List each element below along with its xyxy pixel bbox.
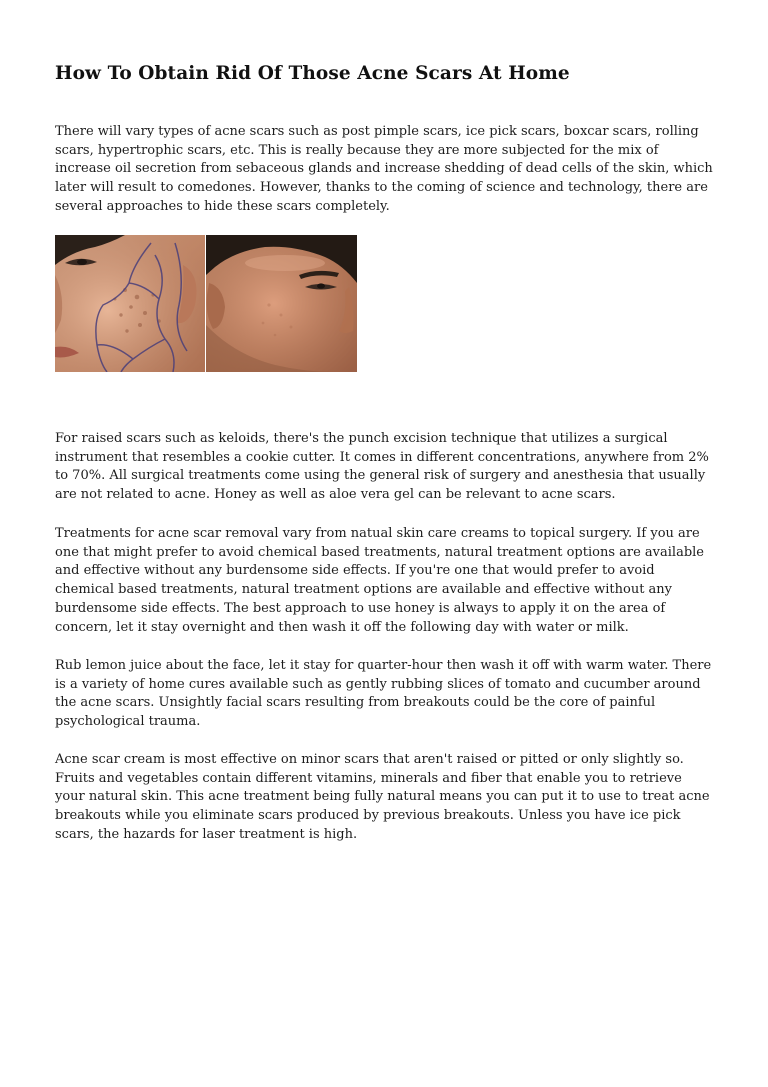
article-paragraph-2: For raised scars such as keloids, there's the punch excision technique that utilizes a surgical instrument that resembles a cookie cutter. It comes in different concentrations, anywhere from 2% to 70%. All surgical treatments come using the general risk of surgery and anesthesia that usually are not related to acne. Honey as well as aloe vera gel can be relevant to acne scars. (55, 431, 709, 503)
before-face-panel (55, 235, 205, 372)
before-after-photo (55, 235, 357, 372)
article-paragraph-5: Acne scar cream is most effective on minor scars that aren't raised or pitted or only slightly so. Fruits and vegetables contain different vitamins, minerals and fiber that enable you to retrieve your natural skin. This acne treatment being fully natural means you can put it to use to treat acne breakouts while you eliminate scars produced by previous breakouts. Unless you have ice pick scars, the hazards for laser treatment is high. (55, 752, 710, 842)
article-paragraph-4: Rub lemon juice about the face, let it stay for quarter-hour then wash it off with warm water. There is a variety of home cures available such as gently rubbing slices of tomato and cucumber around the acne scars. Unsightly facial scars resulting from breakouts could be the core of painful psychological trauma. (55, 658, 712, 730)
article-title: How To Obtain Rid Of Those Acne Scars At Home (55, 63, 570, 84)
article-paragraph-1: There will vary types of acne scars such as post pimple scars, ice pick scars, boxcar scars, rolling scars, hypertrophic scars, etc. This is really because they are more subjected for the mix of increase oil secretion from sebaceous glands and increase shedding of dead cells of the skin, which later will result to comedones. However, thanks to the coming of science and technology, there are several approaches to hide these scars completely. (55, 124, 713, 214)
after-face-panel (206, 235, 357, 372)
article-paragraph-3: Treatments for acne scar removal vary from natual skin care creams to topical surgery. If you are one that might prefer to avoid chemical based treatments, natural treatment options are available and effective without any burdensome side effects. If you're one that would prefer to avoid chemical based treatments, natural treatment options are available and effective without any burdensome side effects. The best approach to use honey is always to apply it on the area of concern, let it stay overnight and then wash it off the following day with water or milk. (55, 526, 705, 635)
